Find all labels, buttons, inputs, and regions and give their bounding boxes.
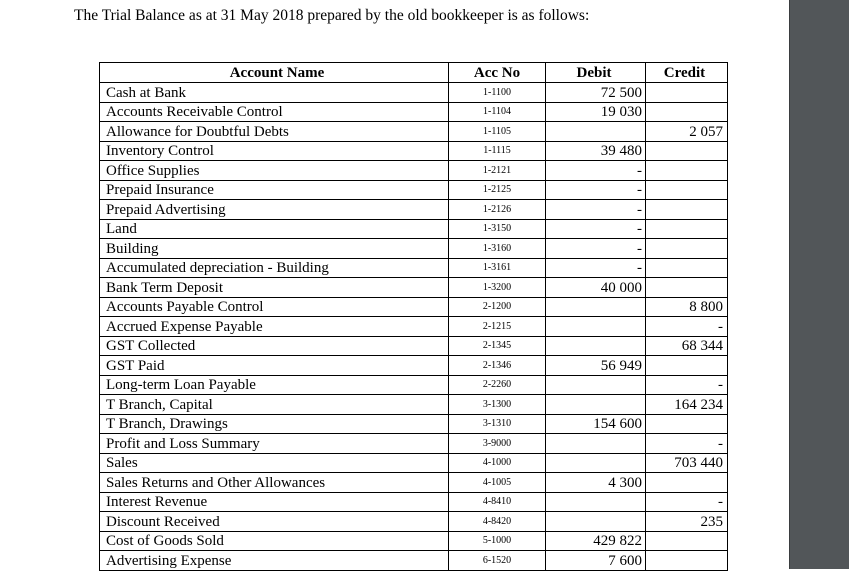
acc-no: 2-1200 <box>449 297 546 317</box>
debit-value <box>546 375 646 395</box>
acc-no: 2-1345 <box>449 336 546 356</box>
acc-no: 2-1346 <box>449 356 546 376</box>
credit-value <box>646 102 728 122</box>
debit-value <box>546 492 646 512</box>
table-row <box>100 83 728 103</box>
debit-value: - <box>546 180 646 200</box>
acc-no: 1-3150 <box>449 219 546 239</box>
account-name: Accumulated depreciation - Building <box>100 258 449 278</box>
acc-no: 4-8410 <box>449 492 546 512</box>
acc-no: 4-8420 <box>449 512 546 532</box>
table-row <box>100 551 728 571</box>
credit-value: 703 440 <box>646 453 728 473</box>
account-name: Accounts Receivable Control <box>100 102 449 122</box>
credit-value: - <box>646 492 728 512</box>
acc-no: 3-1310 <box>449 414 546 434</box>
acc-no: 1-3160 <box>449 239 546 259</box>
credit-value <box>646 161 728 181</box>
table-header-row <box>100 63 728 83</box>
credit-value <box>646 141 728 161</box>
account-name: Advertising Expense <box>100 551 449 571</box>
debit-value: 39 480 <box>546 141 646 161</box>
debit-value <box>546 434 646 454</box>
acc-no: 1-3161 <box>449 258 546 278</box>
table-row <box>100 278 728 298</box>
credit-value <box>646 278 728 298</box>
debit-value: - <box>546 239 646 259</box>
trial-balance-table <box>99 62 728 571</box>
debit-value: 154 600 <box>546 414 646 434</box>
debit-value: - <box>546 219 646 239</box>
header-credit: Credit <box>646 63 728 83</box>
credit-value: 8 800 <box>646 297 728 317</box>
credit-value <box>646 258 728 278</box>
table-row <box>100 180 728 200</box>
debit-value: - <box>546 161 646 181</box>
acc-no: 4-1000 <box>449 453 546 473</box>
acc-no: 1-1115 <box>449 141 546 161</box>
table-row <box>100 258 728 278</box>
table-row <box>100 317 728 337</box>
acc-no: 2-1215 <box>449 317 546 337</box>
header-acc-no: Acc No <box>449 63 546 83</box>
credit-value: 68 344 <box>646 336 728 356</box>
acc-no: 1-1104 <box>449 102 546 122</box>
account-name: Accrued Expense Payable <box>100 317 449 337</box>
table-row <box>100 356 728 376</box>
account-name: Sales Returns and Other Allowances <box>100 473 449 493</box>
debit-value <box>546 336 646 356</box>
header-account-name: Account Name <box>100 63 449 83</box>
debit-value <box>546 453 646 473</box>
credit-value <box>646 551 728 571</box>
credit-value <box>646 219 728 239</box>
acc-no: 4-1005 <box>449 473 546 493</box>
account-name: T Branch, Drawings <box>100 414 449 434</box>
table-row <box>100 531 728 551</box>
debit-value: 4 300 <box>546 473 646 493</box>
debit-value: - <box>546 258 646 278</box>
credit-value: 2 057 <box>646 122 728 142</box>
account-name: GST Paid <box>100 356 449 376</box>
table-row <box>100 200 728 220</box>
table-row <box>100 161 728 181</box>
credit-value: 235 <box>646 512 728 532</box>
credit-value <box>646 239 728 259</box>
account-name: Building <box>100 239 449 259</box>
account-name: Prepaid Advertising <box>100 200 449 220</box>
debit-value: 40 000 <box>546 278 646 298</box>
account-name: T Branch, Capital <box>100 395 449 415</box>
table-row <box>100 239 728 259</box>
table-row <box>100 102 728 122</box>
table-row <box>100 473 728 493</box>
intro-text: The Trial Balance as at 31 May 2018 prepared by the old bookkeeper is as follows: <box>74 7 590 24</box>
credit-value: - <box>646 434 728 454</box>
table-row <box>100 336 728 356</box>
account-name: Interest Revenue <box>100 492 449 512</box>
table-row <box>100 122 728 142</box>
credit-value <box>646 531 728 551</box>
account-name: Bank Term Deposit <box>100 278 449 298</box>
acc-no: 1-1105 <box>449 122 546 142</box>
credit-value: 164 234 <box>646 395 728 415</box>
account-name: Long-term Loan Payable <box>100 375 449 395</box>
debit-value: 72 500 <box>546 83 646 103</box>
account-name: Profit and Loss Summary <box>100 434 449 454</box>
debit-value <box>546 512 646 532</box>
acc-no: 6-1520 <box>449 551 546 571</box>
acc-no: 1-2125 <box>449 180 546 200</box>
credit-value <box>646 473 728 493</box>
credit-value <box>646 83 728 103</box>
credit-value: - <box>646 317 728 337</box>
table-row <box>100 297 728 317</box>
table-row <box>100 512 728 532</box>
table-row <box>100 434 728 454</box>
debit-value <box>546 395 646 415</box>
acc-no: 3-9000 <box>449 434 546 454</box>
table-row <box>100 414 728 434</box>
acc-no: 1-2121 <box>449 161 546 181</box>
debit-value: 7 600 <box>546 551 646 571</box>
credit-value <box>646 356 728 376</box>
account-name: Inventory Control <box>100 141 449 161</box>
acc-no: 1-1100 <box>449 83 546 103</box>
table-row <box>100 219 728 239</box>
viewer-side-panel <box>790 0 849 569</box>
debit-value: - <box>546 200 646 220</box>
table-body <box>100 83 728 571</box>
acc-no: 2-2260 <box>449 375 546 395</box>
debit-value: 429 822 <box>546 531 646 551</box>
credit-value: - <box>646 375 728 395</box>
debit-value: 19 030 <box>546 102 646 122</box>
debit-value <box>546 317 646 337</box>
table-row <box>100 492 728 512</box>
account-name: Cost of Goods Sold <box>100 531 449 551</box>
table-row <box>100 375 728 395</box>
account-name: Allowance for Doubtful Debts <box>100 122 449 142</box>
debit-value <box>546 122 646 142</box>
table-row <box>100 395 728 415</box>
acc-no: 5-1000 <box>449 531 546 551</box>
table-row <box>100 453 728 473</box>
account-name: Cash at Bank <box>100 83 449 103</box>
header-debit: Debit <box>546 63 646 83</box>
acc-no: 1-3200 <box>449 278 546 298</box>
table-row <box>100 141 728 161</box>
account-name: Office Supplies <box>100 161 449 181</box>
debit-value <box>546 297 646 317</box>
debit-value: 56 949 <box>546 356 646 376</box>
account-name: Accounts Payable Control <box>100 297 449 317</box>
credit-value <box>646 180 728 200</box>
credit-value <box>646 414 728 434</box>
acc-no: 3-1300 <box>449 395 546 415</box>
account-name: Prepaid Insurance <box>100 180 449 200</box>
account-name: Sales <box>100 453 449 473</box>
account-name: Discount Received <box>100 512 449 532</box>
credit-value <box>646 200 728 220</box>
account-name: GST Collected <box>100 336 449 356</box>
account-name: Land <box>100 219 449 239</box>
acc-no: 1-2126 <box>449 200 546 220</box>
